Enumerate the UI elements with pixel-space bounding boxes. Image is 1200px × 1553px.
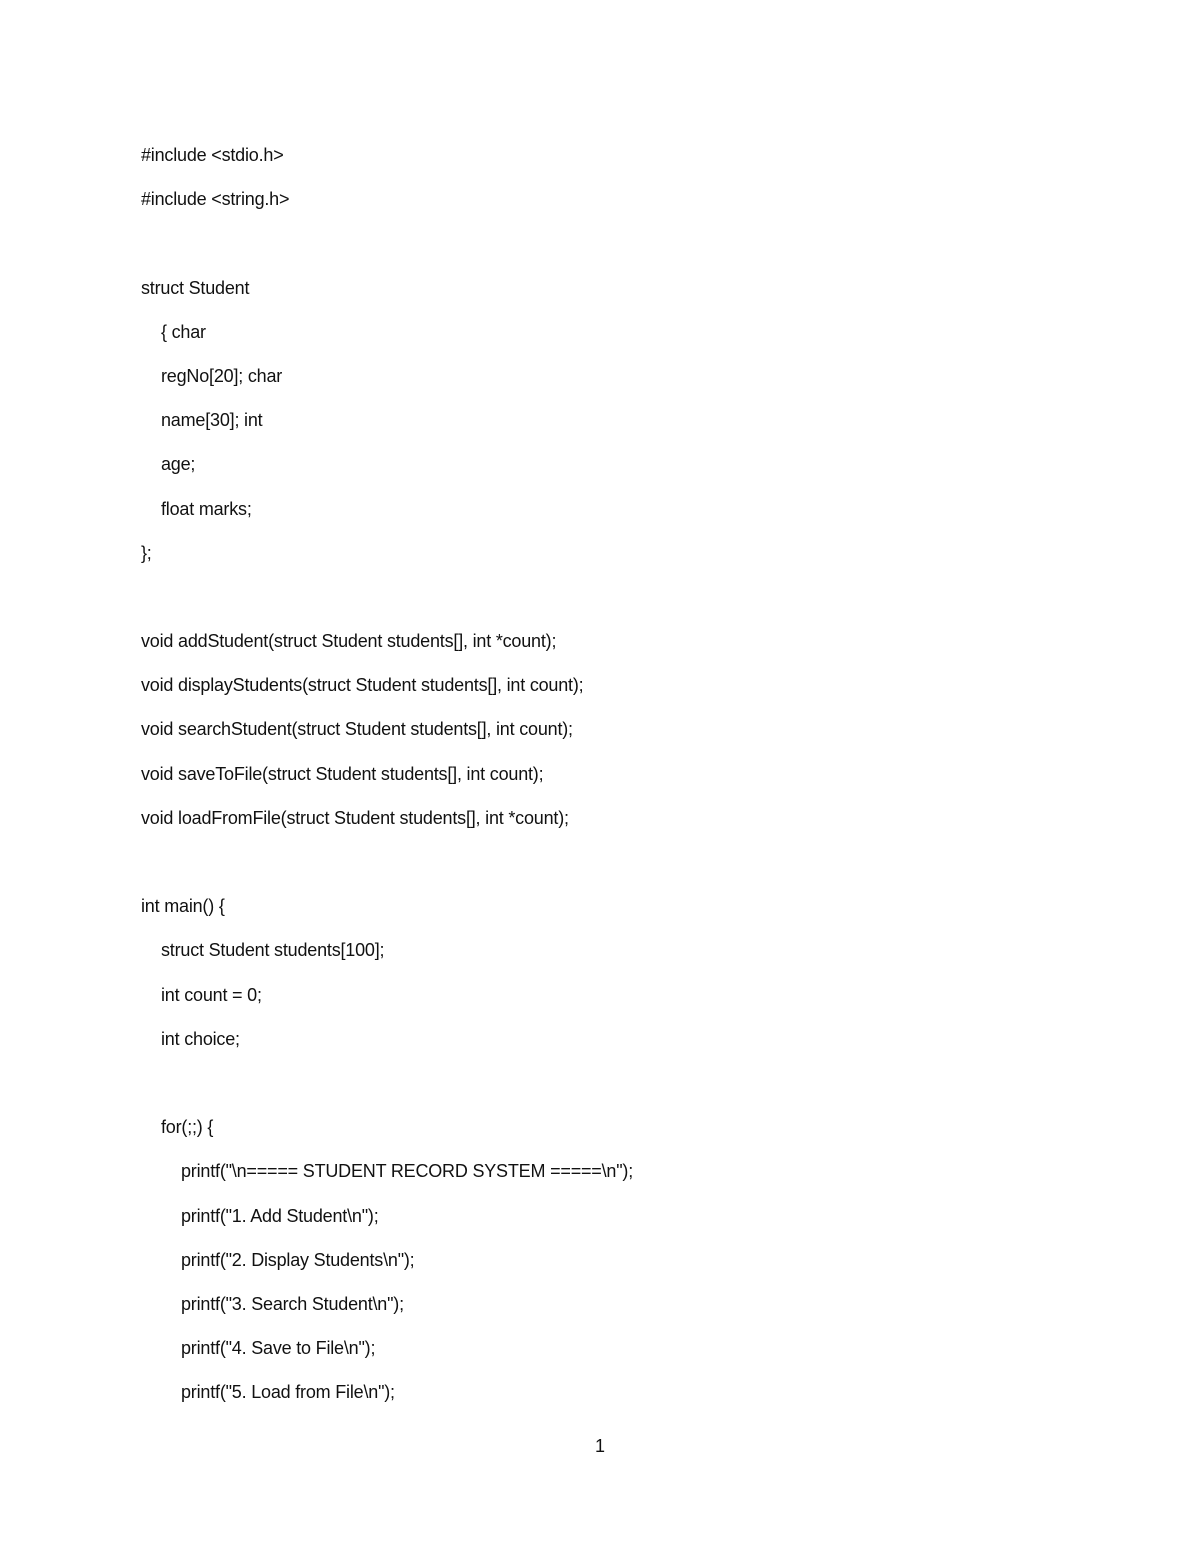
blank-line (141, 582, 633, 626)
code-listing (141, 140, 633, 1421)
blank-line (141, 847, 633, 891)
code-line: float marks; (161, 498, 252, 519)
blank-line (141, 228, 633, 272)
code-line: printf("\n===== STUDENT RECORD SYSTEM =====\n"); (181, 1161, 634, 1182)
code-line: printf("3. Search Student\n"); (181, 1293, 404, 1314)
code-line: struct Student (141, 277, 250, 298)
code-line: printf("2. Display Students\n"); (181, 1249, 415, 1270)
code-line: { char (161, 321, 206, 342)
code-line: void loadFromFile(struct Student students[], int *count); (141, 807, 569, 828)
code-line: int choice; (161, 1028, 240, 1049)
code-line: void saveToFile(struct Student students[], int count); (141, 763, 544, 784)
code-line: void searchStudent(struct Student students[], int count); (141, 719, 573, 740)
code-line: printf("1. Add Student\n"); (181, 1205, 379, 1226)
code-line: }; (141, 542, 152, 563)
code-line: regNo[20]; char (161, 365, 283, 386)
code-line: void displayStudents(struct Student students[], int count); (141, 675, 584, 696)
code-line: #include <string.h> (141, 189, 290, 210)
code-line: #include <stdio.h> (141, 145, 284, 165)
code-line: struct Student students[100]; (161, 940, 385, 961)
code-line: for(;;) { (161, 1117, 214, 1138)
code-line: int count = 0; (161, 984, 262, 1005)
code-line: age; (161, 454, 196, 475)
page-number: 1 (594, 1436, 605, 1456)
code-line: name[30]; int (161, 410, 263, 431)
blank-line (141, 1068, 633, 1112)
code-line: printf("5. Load from File\n"); (181, 1382, 395, 1403)
code-line: void addStudent(struct Student students[], int *count); (141, 631, 557, 652)
code-line: int main() { (141, 896, 225, 917)
code-line: printf("4. Save to File\n"); (181, 1338, 376, 1359)
